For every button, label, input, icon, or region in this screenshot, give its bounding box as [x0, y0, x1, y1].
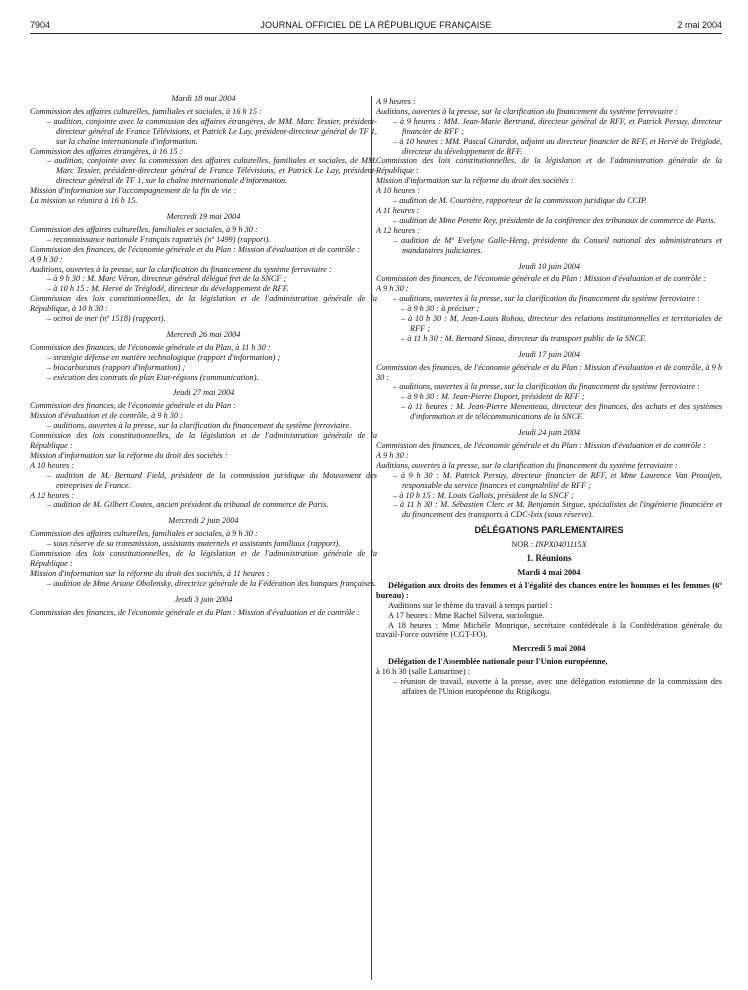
agenda-paragraph: Auditions, ouvertes à la presse, sur la clarification du financement du système ferroviaire : — [376, 460, 678, 470]
agenda-item: – octroi de mer (nº 1518) (rapport). — [47, 314, 166, 324]
agenda-item: – à 11 h 30 : M. Sébastien Clerc et M. Benjamin Sirgue, spécialistes de l'ingénierie financière et du financement des transports à CDC-Ixis (sous réserve). — [393, 500, 722, 520]
delegation-name: Délégation aux droits des femmes et à l'égalité des chances entre les hommes et les femmes (6º bureau) : — [376, 580, 722, 600]
agenda-item: – à 9 heures : MM. Jean-Marie Bertrand, directeur général de RFF, et Patrick Persuy, directeur financier de RFF ; — [393, 116, 722, 136]
agenda-paragraph: A 9 h 30 : — [376, 284, 409, 294]
delegation-text: Auditions sur le thème du travail à temps partiel : — [388, 600, 553, 610]
agenda-item: – audition, conjointe avec la commission des affaires étrangères, de MM. Marc Tessier, président-directeur général de France Télévisions, et Patrick Le Lay, président-directeur général de TF 1, sur la chaîne internationale d'information. — [47, 116, 377, 146]
agenda-paragraph: Commission des finances, de l'économie générale et du Plan : — [30, 401, 236, 411]
agenda-paragraph: Mission d'évaluation et de contrôle, à 9 h 30 : — [30, 411, 183, 421]
agenda-paragraph: Commission des affaires étrangères, à 16 15 : — [30, 146, 183, 156]
delegations-title: DÉLÉGATIONS PARLEMENTAIRES — [474, 525, 624, 536]
session-date: Jeudi 17 juin 2004 — [518, 349, 580, 359]
delegation-text: à 16 h 30 (salle Lamartine) : — [376, 667, 470, 677]
delegation-text: A 17 heures : Mme Rachel Silvera, sociologue. — [388, 610, 545, 620]
agenda-paragraph: Commission des finances, de l'économie générale et du Plan : Mission d'évaluation et de contrôle : — [376, 441, 706, 450]
agenda-paragraph: Commission des lois constitutionnelles, de la législation et de l'administration générale de la République, à 10 h 30 : — [30, 294, 377, 314]
session-date: Mercredi 19 mai 2004 — [166, 211, 241, 221]
agenda-item: – reconnaissance nationale Français rapatriés (nº 1499) (rapport). — [47, 234, 271, 244]
agenda-item: – sous réserve de sa transmission, assistants maternels et assistants familiaux (rapport). — [47, 539, 341, 549]
agenda-paragraph: A 10 heures : — [376, 186, 421, 196]
journal-title: JOURNAL OFFICIEL DE LA RÉPUBLIQUE FRANÇAISE — [260, 20, 492, 30]
agenda-item: – à 10 h 15 : M. Louis Gallois, président de la SNCF ; — [393, 490, 574, 500]
agenda-paragraph: A 9 h 30 : — [30, 254, 63, 264]
session-date: Jeudi 27 mai 2004 — [172, 388, 235, 398]
page-header — [30, 19, 722, 34]
agenda-paragraph: Mission d'information sur la réforme du droit des sociétés : — [30, 450, 228, 460]
agenda-paragraph: A 9 heures : — [376, 97, 416, 106]
agenda-item: – à 9 h 30 : M. Patrick Persuy, directeur financier de RFF, et Mme Laurence Van Prooijen, responsable du service finances et comptabilité de RFF ; — [393, 470, 722, 490]
session-date: Jeudi 24 juin 2004 — [518, 428, 580, 438]
agenda-paragraph: Auditions, ouvertes à la presse, sur la clarification du financement du système ferroviaire : — [376, 106, 678, 116]
agenda-paragraph: A 11 heures : — [376, 205, 420, 215]
nor-label: NOR : — [511, 540, 534, 550]
agenda-paragraph: Mission d'information sur la réforme du droit des sociétés, à 11 heures : — [30, 568, 270, 578]
agenda-paragraph: A 9 h 30 : — [376, 450, 409, 460]
agenda-item: – à 10 h 30 : M. Jean-Louis Rohou, directeur des relations institutionnelles et territoriales de RFF ; — [401, 314, 722, 333]
agenda-item: – à 11 h 30 : M. Bernard Sinou, directeur du transport public de la SNCF. — [401, 333, 647, 343]
delegation-name: Délégation de l'Assemblée nationale pour l'Union européenne, — [388, 657, 608, 667]
agenda-paragraph: Auditions, ouvertes à la presse, sur la clarification du financement du système ferroviaire : — [30, 264, 332, 274]
agenda-item: – audition, conjointe avec la commission des affaires culturelles, familiales et sociales, de MM. Marc Tessier, président-directeur général de France Télévisions, et Patrick Le Lay, président-directeur général de TF 1, sur la chaîne internationale d'information. — [47, 156, 377, 186]
agenda-item: – exécution des contrats de plan Etat-régions (communication). — [47, 372, 259, 382]
agenda-item: – audition de M. Courtière, rapporteur de la commission juridique du CCIP. — [393, 196, 647, 206]
agenda-paragraph: Commission des finances, de l'économie générale et du Plan : Mission d'évaluation et de contrôle : — [30, 607, 360, 617]
delegation-text: A 18 heures : Mme Michèle Monrique, secrétaire confédérale à la Confédération générale du travail-Force ouvrière (CGT-FO). — [376, 620, 722, 640]
agenda-paragraph: La mission se réunira à 16 h 15. — [30, 196, 138, 206]
delegation-date: Mardi 4 mai 2004 — [517, 567, 581, 577]
agenda-item: – audition de M. Bernard Field, président de la commission juridique du Mouvement des entreprises de France. — [47, 470, 377, 490]
agenda-paragraph: Commission des finances, de l'économie générale et du Plan : Mission d'évaluation et de contrôle : — [30, 244, 360, 254]
agenda-paragraph: Mission d'information sur l'accompagnement de la fin de vie : — [30, 186, 237, 196]
agenda-item: – à 10 h 15 : M. Hervé de Tréglodé, directeur du développement de RFF. — [47, 284, 289, 294]
agenda-item: – stratégie défense en matière technologique (rapport d'information) ; — [47, 352, 281, 362]
page-number: 7904 — [30, 20, 51, 30]
nor-reference — [376, 540, 722, 550]
agenda-paragraph: Commission des lois constitutionnelles, de la législation et de l'administration générale de la République : — [376, 156, 722, 176]
agenda-paragraph: A 12 heures : — [30, 490, 75, 500]
agenda-item: – auditions, ouvertes à la presse, sur la clarification du financement du système ferroviaire : — [393, 294, 700, 304]
agenda-paragraph: Commission des affaires culturelles, familiales et sociales, à 9 h 30 : — [30, 529, 258, 539]
session-date: Mardi 18 mai 2004 — [171, 94, 236, 103]
agenda-item: – à 9 h 30 : à préciser ; — [401, 304, 480, 314]
agenda-paragraph: Commission des finances, de l'économie générale et du Plan : Mission d'évaluation et de contrôle, à 9 h 30 : — [376, 362, 722, 382]
nor-code: INPX0401115X — [535, 540, 587, 550]
agenda-paragraph: A 12 heures : — [376, 225, 421, 235]
agenda-item: – à 9 h 30 : M. Marc Véron, directeur général délégué fret de la SNCF ; — [47, 274, 287, 284]
agenda-paragraph: Commission des affaires culturelles, familiales et sociales, à 9 h 30 : — [30, 224, 258, 234]
agenda-paragraph: A 10 heures : — [30, 460, 75, 470]
left-column — [30, 94, 377, 984]
session-date: Jeudi 3 juin 2004 — [174, 594, 233, 604]
session-date: Mercredi 26 mai 2004 — [166, 329, 241, 339]
agenda-paragraph: Commission des finances, de l'économie générale et du Plan : Mission d'évaluation et de contrôle : — [376, 274, 706, 284]
agenda-item: – auditions, ouvertes à la presse, sur la clarification du financement du système ferroviaire. — [47, 421, 352, 431]
agenda-item: – biocarburants (rapport d'information) ; — [47, 362, 186, 372]
agenda-item: – à 10 heures : MM. Pascal Gitardot, adjoint au directeur financier de RFF, et Hervé de Tréglodé, directeur du développement de RFF. — [393, 136, 722, 156]
agenda-item: – à 11 heures : M. Jean-Pierre Menenteau, directeur des finances, des achats et des systèmes d'information et de télécommunications de la SNCF. — [401, 402, 722, 422]
session-date: Mercredi 2 juin 2004 — [168, 516, 239, 526]
right-column — [376, 97, 722, 987]
agenda-paragraph: Mission d'information sur la réforme du droit des sociétés : — [376, 176, 574, 186]
agenda-item: – audition de Mme Perette Rey, présidente de la conférence des tribunaux de commerce de Paris. — [393, 215, 716, 225]
agenda-item: – audition de Mº Evelyne Galle-Heng, présidente du Conseil national des administrateurs et mandataires judiciaires. — [393, 235, 722, 255]
right-column-agenda — [376, 97, 722, 520]
delegation-date: Mercredi 5 mai 2004 — [512, 644, 586, 654]
agenda-item: – audition de Mme Ariane Obolensky, directrice générale de la Fédération des banques françaises. — [47, 578, 377, 588]
agenda-item: – auditions, ouvertes à la presse, sur la clarification du financement du système ferroviaire : — [393, 382, 700, 392]
delegation-text: – réunion de travail, ouverte à la presse, avec une délégation estonienne de la commission des affaires de l'Union européenne du Riigikogu. — [393, 677, 722, 696]
issue-date: 2 mai 2004 — [677, 20, 722, 30]
agenda-paragraph: Commission des lois constitutionnelles, de la législation et de l'administration générale de la République : — [30, 549, 377, 568]
session-date: Jeudi 10 juin 2004 — [518, 261, 580, 271]
agenda-item: – audition de M. Gilbert Costes, ancien président du tribunal de commerce de Paris. — [47, 500, 329, 510]
agenda-paragraph: Commission des lois constitutionnelles, de la législation et de l'administration générale de la République : — [30, 431, 377, 450]
agenda-item: – à 9 h 30 : M. Jean-Pierre Duport, président de RFF ; — [401, 392, 585, 402]
agenda-paragraph: Commission des finances, de l'économie générale et du Plan, à 11 h 30 : — [30, 342, 271, 352]
agenda-paragraph: Commission des affaires culturelles, familiales et sociales, à 16 h 15 : — [30, 106, 262, 116]
section-heading: 1. Réunions — [526, 553, 572, 564]
